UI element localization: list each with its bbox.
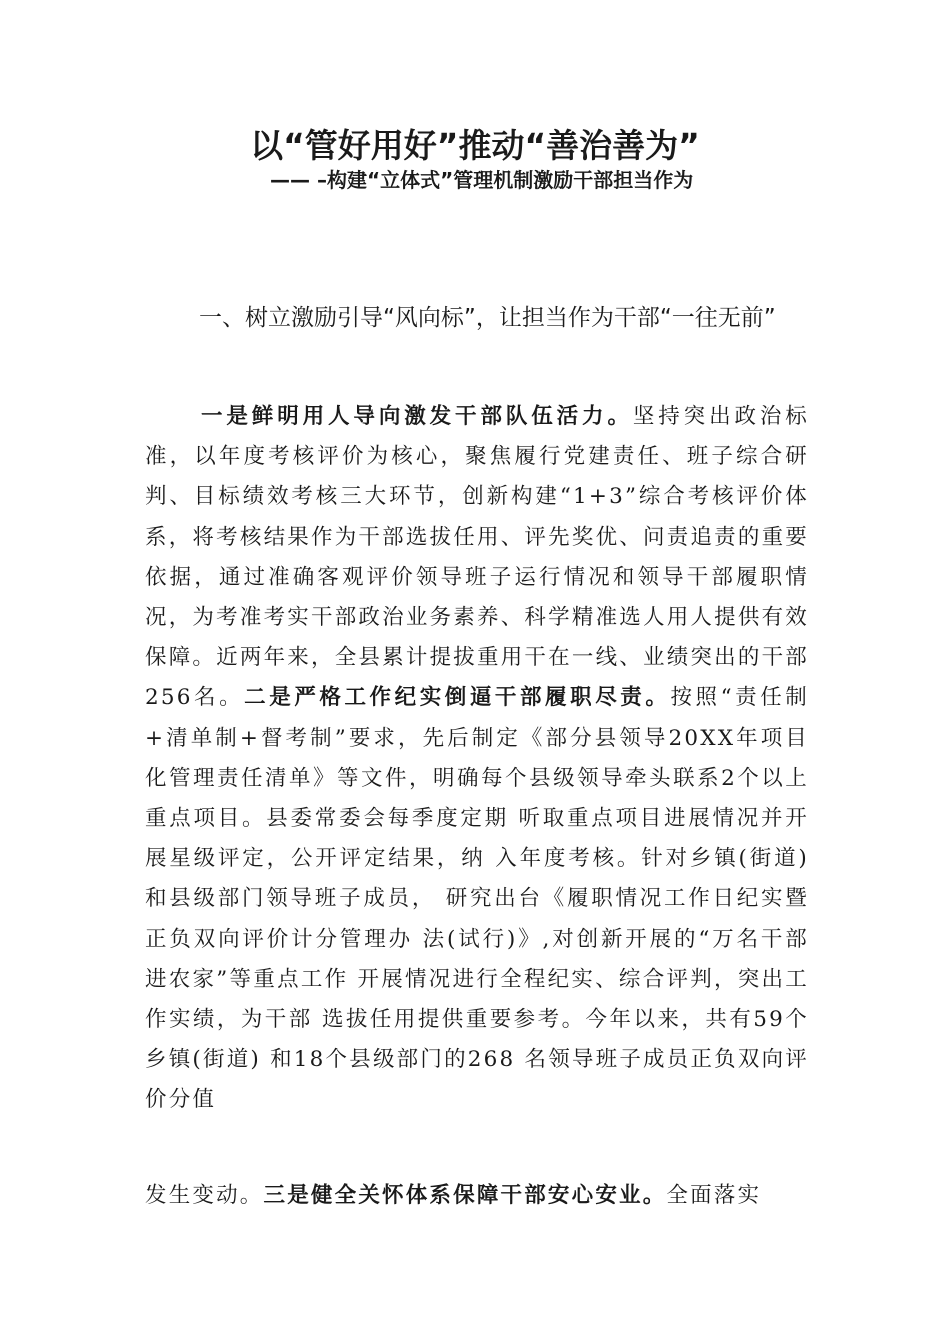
body-paragraph — [145, 397, 809, 1121]
tail-paragraph — [145, 1176, 809, 1216]
paragraph-text-2: 按照“责任制+清单制+督考制”要求，先后制定《部分县领导20XX年项目化管理责任清单》等文件，明确每个县级领导牵头联系2个以上重点项目。县委常委会每季度定期 听取重点项目进展情况并开展星级评定，公开评定结果，纳 入年度考核。针对乡镇(街道)和县级部门领导班子成员， 研究出台《履职情况工作日纪实暨正负双向评价计分管理办 法(试行)》,对创新开展的“万名干部进农家”等重点工作 开展情况进行全程纪实、综合评判，突出工作实绩，为干部 选拔任用提供重要参考。今年以来，共有59个乡镇(街道) 和18个县级部门的268 名领导班子成员正负双向评价分值 — [145, 685, 809, 1113]
paragraph-lead-1: 一是鲜明用人导向激发干部队伍活力。 — [201, 404, 633, 429]
paragraph-lead-2: 二是严格工作纪实倒逼干部履职尽责。 — [244, 685, 671, 711]
paragraph-text-1: 坚持突出政治标准，以年度考核评价为核心，聚焦履行党建责任、班子综合研判、目标绩效考核三大环节，创新构建“1+3”综合考核评价体系，将考核结果作为干部选拔任用、评先奖优、问责追责的重要依据，通过准确客观评价领导班子运行情况和领导干部履职情况，为考准考实干部政治业务素养、科学精准选人用人提供有效保障。近两年来，全县累计提拔重用干在一线、业绩突出的干部256名。 — [145, 404, 809, 711]
section-heading: 一、树立激励引导“风向标”，让担当作为干部“一往无前” — [199, 305, 776, 331]
tail-text-3: 全面落实 — [666, 1183, 762, 1208]
document-title: 以“管好用好”推动“善治善为” — [250, 126, 700, 165]
paragraph-lead-3: 三是健全关怀体系保障干部安心安业。 — [263, 1183, 667, 1208]
tail-text: 发生变动。 — [145, 1183, 264, 1208]
document-subtitle: —— –构建“立体式”管理机制激励干部担当作为 — [270, 168, 694, 192]
